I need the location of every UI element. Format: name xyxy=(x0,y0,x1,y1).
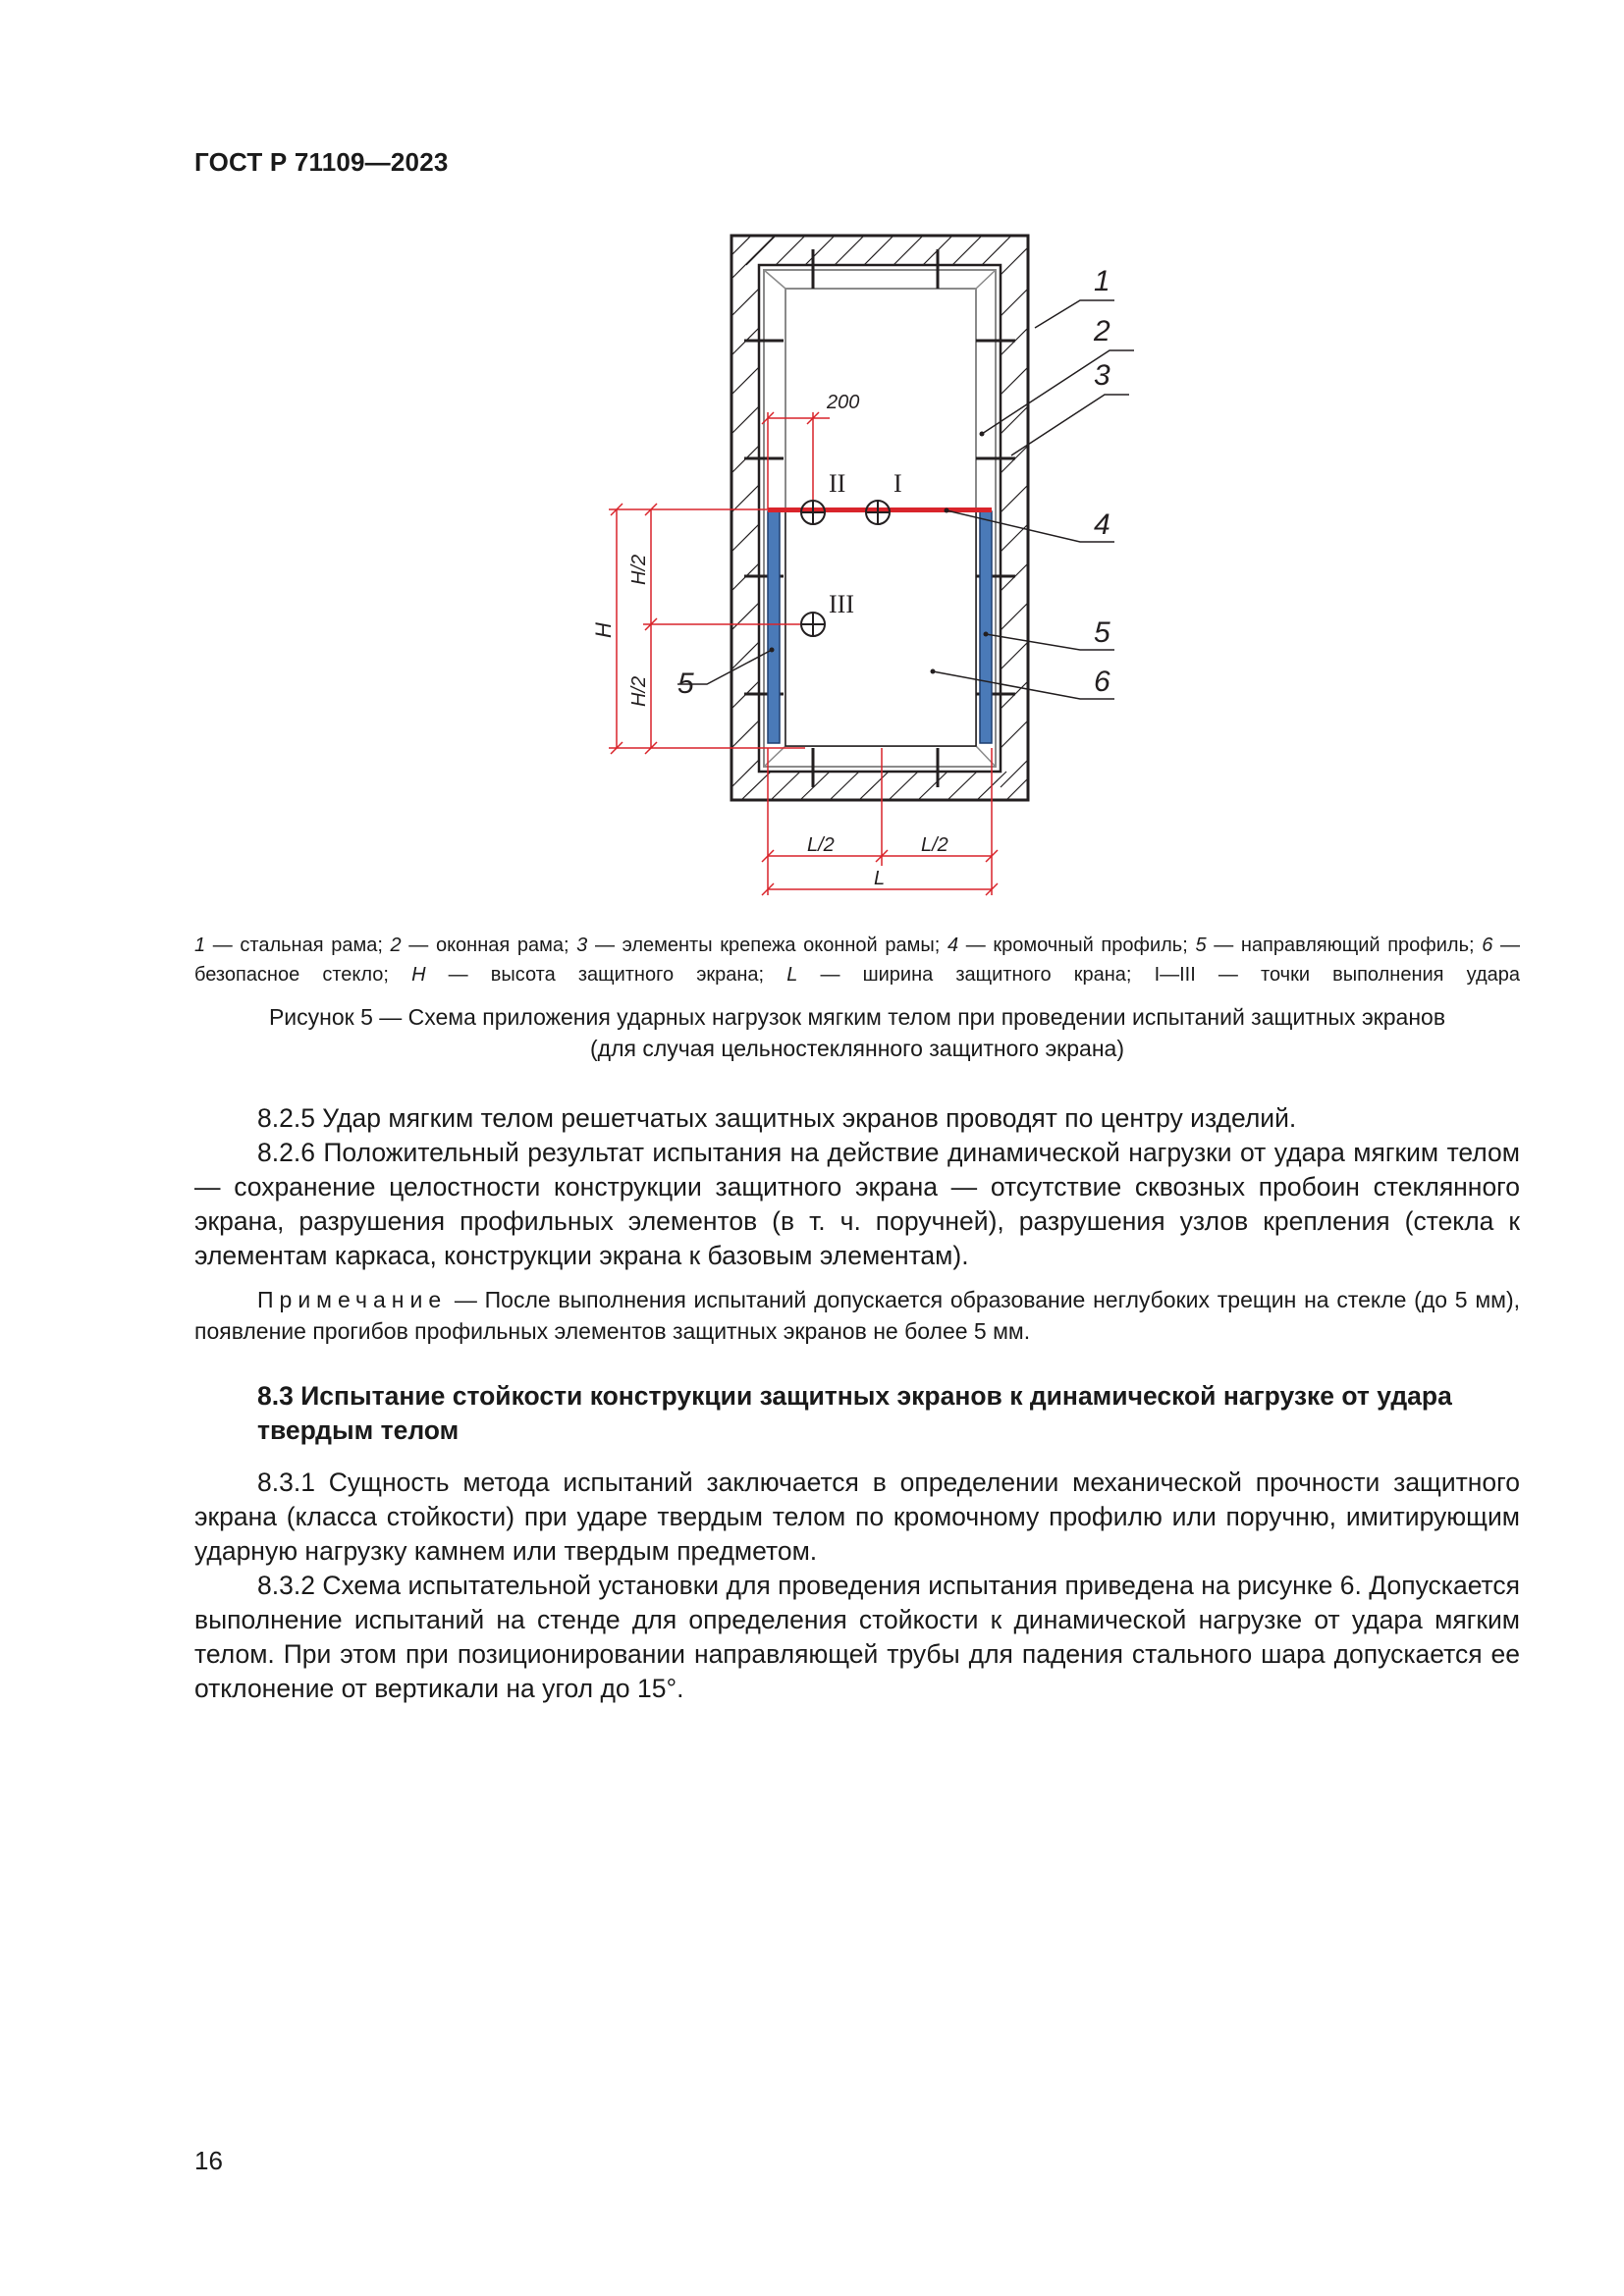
figure-caption-line-1: Рисунок 5 — Схема приложения ударных нагрузок мягким телом при проведении испытаний защитных экранов xyxy=(268,1004,1446,1030)
legend-num-1: 1 xyxy=(194,934,206,956)
impact-point-I-label: I xyxy=(893,469,902,498)
legend-text-6: — безопасное стекло; xyxy=(194,934,1520,986)
callout-2: 2 xyxy=(1094,315,1110,347)
dim-label-L2-left: L/2 xyxy=(807,834,835,856)
safety-glass xyxy=(785,511,976,746)
figure-legend xyxy=(194,931,1520,989)
document-header: ГОСТ Р 71109—2023 xyxy=(194,147,449,177)
figure-5-diagram xyxy=(550,218,1139,905)
note-text: — После выполнения испытаний допускается образование неглубоких трещин на стекле (до 5 мм), появление прогибов профильных элементов защитных экранов не более 5 мм. xyxy=(194,1287,1520,1344)
impact-point-II-label: II xyxy=(829,469,846,498)
section-8-3-title: 8.3 Испытание стойкости конструкции защитных экранов к динамической нагрузке от удара твердым телом xyxy=(257,1381,1452,1445)
paragraph-8-2-6-text: 8.2.6 Положительный результат испытания на действие динамической нагрузки от удара мягким телом — сохранение целостности конструкции защитного экрана — отсутствие сквозных пробоин стеклянного экрана, разрушения профильных элементов (в т. ч. поручней), разрушения узлов крепления (стекла к элементам каркаса, конструкции экрана к базовым элементам). xyxy=(194,1138,1520,1270)
legend-num-4: 4 xyxy=(947,934,959,956)
callout-3: 3 xyxy=(1094,359,1110,392)
legend-num-5: 5 xyxy=(1195,934,1207,956)
note xyxy=(194,1284,1520,1347)
callout-1: 1 xyxy=(1094,265,1110,297)
figure-svg xyxy=(550,218,1139,905)
callout-4: 4 xyxy=(1094,508,1110,541)
dim-label-H: H xyxy=(591,622,616,638)
figure-caption-line-2: (для случая цельностеклянного защитного экрана) xyxy=(590,1036,1124,1061)
paragraph-8-3-1 xyxy=(194,1466,1520,1569)
legend-text-H: — высота защитного экрана; xyxy=(425,964,787,986)
legend-num-3: 3 xyxy=(576,934,588,956)
paragraph-8-3-2 xyxy=(194,1569,1520,1706)
legend-num-2: 2 xyxy=(390,934,402,956)
paragraph-8-2-5 xyxy=(194,1101,1520,1136)
legend-sym-H: H xyxy=(411,964,426,986)
dim-label-L2-right: L/2 xyxy=(921,834,948,856)
paragraph-8-3-2-text: 8.3.2 Схема испытательной установки для проведения испытания приведена на рисунке 6. Допускается выполнение испытаний на стенде для определения стойкости к динамической нагрузке от удара мягким телом. При этом при позиционировании направляющей трубы для падения стального шара допускается ее отклонение от вертикали на угол до 15°. xyxy=(194,1571,1520,1703)
legend-text-1: — стальная рама; xyxy=(205,934,391,956)
callout-5-right: 5 xyxy=(1094,616,1110,649)
note-label: Примечание xyxy=(257,1287,448,1312)
legend-sym-L: L xyxy=(786,964,798,986)
dim-label-L: L xyxy=(874,868,886,889)
dim-label-200: 200 xyxy=(827,392,860,413)
legend-text-5: — направляющий профиль; xyxy=(1206,934,1483,956)
guide-profile-left xyxy=(768,511,780,743)
paragraph-8-2-5-text: 8.2.5 Удар мягким телом решетчатых защитных экранов проводят по центру изделий. xyxy=(257,1103,1297,1133)
guide-profile-right xyxy=(980,511,992,743)
callout-6: 6 xyxy=(1094,666,1110,698)
callout-5-left: 5 xyxy=(677,667,694,700)
legend-text-L: — ширина защитного крана; I—III — точки выполнения удара xyxy=(797,964,1520,986)
dim-label-H2-top: H/2 xyxy=(628,554,650,585)
legend-text-2: — оконная рама; xyxy=(401,934,577,956)
impact-point-III-label: III xyxy=(829,590,854,618)
paragraph-8-2-6 xyxy=(194,1136,1520,1273)
legend-num-6: 6 xyxy=(1482,934,1493,956)
page-number: 16 xyxy=(194,2146,223,2175)
figure-caption xyxy=(194,1001,1520,1064)
paragraph-8-3-1-text: 8.3.1 Сущность метода испытаний заключается в определении механической прочности защитного экрана (класса стойкости) при ударе твердым телом по кромочному профилю или поручню, имитирующим ударную нагрузку камнем или твердым предметом. xyxy=(194,1468,1520,1566)
dim-label-H2-bottom: H/2 xyxy=(628,675,650,707)
legend-text-3: — элементы крепежа оконной рамы; xyxy=(587,934,947,956)
legend-text-4: — кромочный профиль; xyxy=(958,934,1196,956)
